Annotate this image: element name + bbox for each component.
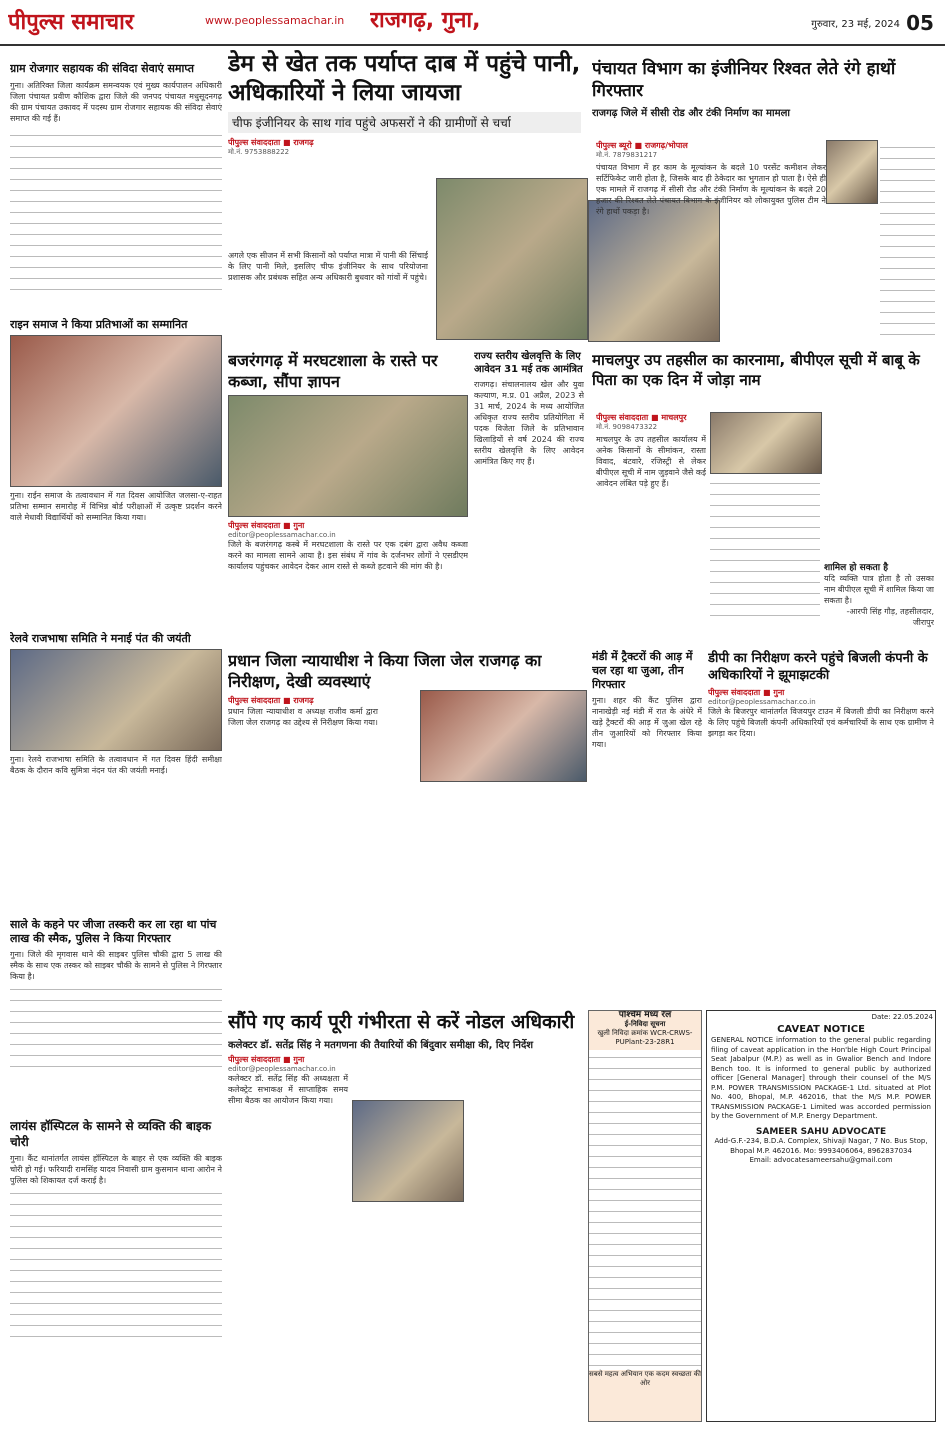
ad-subtitle: ई-निविदा सूचना [624,1020,666,1028]
story-headline[interactable]: माचलपुर उप तहसील का कारनामा, बीपीएल सूची में बाबू के पिता का एक दिन में जोड़ा नाम [592,351,920,389]
site-url[interactable]: www.peoplessamachar.in [205,14,345,27]
story-body: अगले एक सीजन में सभी किसानों को पर्याप्त मात्रा में पानी की सिंचाई के लिए पानी मिले, इसलिए चीफ इंजीनियर के साथ परियोजना प्रशासक और प्रबंधक सहित अन्य अधिकारी बुधवार को गांवों में पहुंचे। [228,251,428,282]
story-railway [10,632,222,912]
text-column [10,982,222,1072]
story-headline[interactable]: ग्राम रोजगार सहायक की संविदा सेवाएं समाप्त [10,62,195,75]
mobile-number: मो.नं. 9753888222 [228,148,290,156]
story-bpl [592,350,932,410]
event-photo [10,335,222,487]
story-body: गुना। जिले की मृगवास थाने की साइबर पुलिस चौकी द्वारा 5 लाख की स्मैक के साथ एक तस्कर को साइबर चौकी के सामने से पुलिस ने गिरफ्तार किया है। [10,950,222,981]
story-body: जिले के बिजरपुर थानांतर्गत विजयपुर टाउन में बिजली डीपी का निरीक्षण करने के लिए पहुंचे बिजली कंपनी अधिकारियों एवं कर्मचारियों के साथ एक ग्रामीण ने झगड़ा कर दिया। [708,707,934,738]
byline: पीपुल्स संवाददाता ■ गुना [228,521,305,530]
accused-photo [826,140,878,204]
story-body: गुना। राईन समाज के तत्वावधान में गत दिवस आयोजित जलसा-ए-राहत प्रतिभा सम्मान समारोह में विभिन्न बोर्ड परीक्षाओं में उत्कृष्ट प्रदर्शन करने वाले मेधावी विद्यार्थियों को सम्मानित किया गया। [10,491,222,522]
region-title: राजगढ़, गुना, [370,8,481,33]
story-body: प्रधान जिला न्यायाधीश व अध्यक्ष राजीव कर्मा द्वारा जिला जेल राजगढ़ का उद्देश्य से निरीक्षण किया गया। [228,707,378,727]
masthead [0,0,945,46]
story-body: गुना। शहर की कैंट पुलिस द्वारा नानाखेड़ी नई मंडी में रात के अंधेरे में खड़े ट्रैक्टरों की आड़ में जुआ खेल रहे तीन जुआरियों को गिरफ्तार किया गया। [592,696,702,749]
story-headline[interactable]: प्रधान जिला न्यायाधीश ने किया जिला जेल राजगढ़ का निरीक्षण, देखी व्यवस्थाएं [228,651,542,691]
story-headline[interactable]: डीपी का निरीक्षण करने पहुंचे बिजली कंपनी के अधिकारियों ने झूमाझटकी [708,651,928,683]
story-subheadline: चीफ इंजीनियर के साथ गांव पहुंचे अफसरों ने की ग्रामीणों से चर्चा [228,112,581,133]
story-nodal [228,1010,583,1420]
text-column [10,128,222,298]
story-headline[interactable]: साले के कहने पर जीजा तस्करी कर ला रहा था पांच लाख की स्मैक, पुलिस ने किया गिरफ्तार [10,918,217,945]
story-headline[interactable]: रेलवे राजभाषा समिति ने मनाई पंत की जयंती [10,632,191,645]
story-headline[interactable]: सौंपे गए कार्य पूरी गंभीरता से करें नोडल अधिकारी [228,1011,575,1033]
story-subheadline: राजगढ़ जिले में सीसी रोड और टंकी निर्माण का मामला [592,108,790,119]
story-body: पंचायत विभाग में हर काम के मूल्यांकन के बदले 10 परसेंट कमीशन लेकर सर्टिफिकेट जारी होता है, जिसके बाद ही ठेकेदार का भुगतान हो पाता है। ऐसे ही एक मामले में राजगढ़ में सीसी रोड और टंकी निर्माण के मूल्यांकन के बदले 20 हजार की रिश्वत लेते पंचायत विभाग के इंजीनियर को लोकायुक्त पुलिस टीम ने रंगे हाथों पकड़ा है। [596,163,826,216]
quote-by: -आरपी सिंह गौड़, तहसीलदार, जीरापुर [846,607,934,627]
meeting-photo [352,1100,464,1202]
story-bpl-body [596,412,706,592]
story-body: जिले के बजरंगगढ़ कस्बे में मरघटशाला के रास्ते पर एक दबंग द्वारा अवैध कब्जा करने का मामला सामने आया है। इस संबंध में गांव के दर्जनभर लोगों ने एसडीएम कार्यालय पहुंचकर आवेदन देकर आम रास्ते से कब्जे हटवाने की मांग की है। [228,540,468,571]
story-headline[interactable]: राइन समाज ने किया प्रतिभाओं का सम्मानित [10,318,188,331]
story-body: कलेक्टर डॉ. सतेंद्र सिंह की अध्यक्षता में कलेक्ट्रेट सभाकक्ष में साप्ताहिक समय सीमा बैठक का आयोजन किया गया। [228,1074,348,1105]
story-headline[interactable]: लायंस हॉस्पिटल के सामने से व्यक्ति की बाइक चोरी [10,1119,212,1149]
email[interactable]: editor@peoplessamachar.co.in [228,531,336,539]
mobile-number: मो.नं. 9098473322 [596,423,658,431]
protest-photo [228,395,468,517]
quote-box [824,560,934,640]
byline: पीपुल्स संवाददाता ■ माचलपुर [596,413,687,422]
email[interactable]: editor@peoplessamachar.co.in [228,1065,336,1073]
story-electricity [708,650,934,920]
story-body: गुना। रेलवे राजभाषा समिति के तत्वावधान में गत दिवस हिंदी समीक्षा बैठक के दौरान कवि सुमित्रा नंदन पंत की जयंती मनाई। [10,755,222,775]
story-body: गुना। अतिरिक्त जिला कार्यक्रम समन्वयक एवं मुख्य कार्यपालन अधिकारी जिला पंचायत प्रवीण कौशिक द्वारा जिले की जनपद पंचायत मधुसूदनगढ़ की ग्राम पंचायत उकावद में पदस्थ ग्राम रोजगार सहायक की संविदा सेवाएं समाप्त की गई हैं। [10,81,222,123]
caveat-notice [706,1010,936,1422]
dam-photo [436,178,588,340]
ad-body [589,1050,701,1370]
ad-ref: खुली निविदा क्रमांक WCR-CRWS-PUPlant-23-28R1 [597,1029,693,1046]
text-column [880,140,935,340]
text-column [10,1186,222,1346]
story-engineer [592,58,932,138]
page-number: 05 [906,11,934,35]
issue-date: गुरुवार, 23 मई, 2024 [811,19,900,30]
caveat-sign: SAMEER SAHU ADVOCATE [755,1126,887,1137]
text-column [710,476,820,626]
byline: पीपुल्स संवाददाता ■ गुना [708,688,785,697]
story-body: राजगढ़। संचालनालय खेल और युवा कल्याण, म.प्र. 01 अप्रैल, 2023 से 31 मार्च, 2024 के मध्य आयोजित अधिकृत राज्य स्तरीय प्रतियोगिता में पदक विजेता जिले के प्रतिभावान खिलाड़ियों से वर्ष 2024 की राज्य स्तरीय खेलवृत्ति के लिए आवेदन आमंत्रित किए गए हैं। [474,380,584,466]
email[interactable]: editor@peoplessamachar.co.in [708,698,816,706]
brand-name: पीपुल्स समाचार [8,10,134,35]
story-engineer-body [596,140,826,340]
caveat-date: Date: 22.05.2024 [871,1013,933,1021]
byline: पीपुल्स संवाददाता ■ राजगढ़ [228,696,314,705]
story-headline[interactable]: मंडी में ट्रैक्टरों की आड़ में चल रहा था जुआ, तीन गिरफ्तार [592,650,693,691]
story-subheadline: कलेक्टर डॉ. सतेंद्र सिंह ने मतगणना की तैयारियों की बिंदुवार समीक्षा की, दिए निर्देश [228,1040,534,1051]
story-body: गुना। कैंट थानांतर्गत लायंस हॉस्पिटल के बाहर से एक व्यक्ति की बाइक चोरी हो गई। फरियादी रामसिंह यादव निवासी ग्राम कुसमान थाना आरोन ने पुलिस को शिकायत दर्ज कराई है। [10,1154,222,1185]
story-bajrangarh [228,350,468,640]
ad-footer: सबसे महत्व अभियान एक कदम स्वच्छता की ओर [589,1370,701,1387]
mobile-number: मो.नं. 7879831217 [596,151,658,159]
story-body: माचलपुर के उप तहसील कार्यालय में अनेक किसानों के सीमांकन, रास्ता विवाद, बंटवारे, रजिस्ट्री से लेकर बीपीएल सूची में नाम जुड़वाने जैसे कई आवेदन लंबित पड़े हुए हैं। [596,435,706,488]
story-sports [474,350,584,640]
brand-logo[interactable] [8,6,208,40]
office-photo [710,412,822,474]
caveat-address: Add-G.F.-234, B.D.A. Complex, Shivaji Nagar, 7 No. Bus Stop, Bhopal M.P. 462016. Mo: 9993406064, 8962837034 [714,1137,928,1155]
meeting-photo [10,649,222,751]
story-gambling [592,650,702,920]
story-rojgar [10,62,222,312]
story-smack [10,918,222,1108]
quote-title: शामिल हो सकता है [824,563,889,573]
story-headline[interactable]: बजरंगगढ़ में मरघटशाला के रास्ते पर कब्जा, सौंपा ज्ञापन [228,351,438,391]
caveat-email[interactable]: Email: advocatesameersahu@gmail.com [749,1156,893,1164]
story-bike [10,1118,222,1418]
railway-tender-ad[interactable] [588,1010,702,1422]
quote-text: यदि व्यक्ति पात्र होता है तो उसका नाम बीपीएल सूची में शामिल किया जा सकता है। [824,574,934,605]
story-headline[interactable]: डेम से खेत तक पर्याप्त दाब में पहुंचे पानी, अधिकारियों ने लिया जायजा [228,51,581,106]
story-headline[interactable]: राज्य स्तरीय खेलवृत्ति के लिए आवेदन 31 मई तक आमंत्रित [474,351,583,375]
byline: पीपुल्स ब्यूरो ■ राजगढ़/भोपाल [596,141,688,150]
jail-photo [420,690,587,782]
ad-title: पश्चिम मध्य रेल [618,1010,672,1020]
caveat-title: CAVEAT NOTICE [777,1023,865,1035]
byline: पीपुल्स संवाददाता ■ गुना [228,1055,305,1064]
byline: पीपुल्स संवाददाता ■ राजगढ़ [228,138,314,147]
caveat-body: GENERAL NOTICE information to the general public regarding filing of caveat application in the Hon'ble High Court Principal Seat Jabalpur (M.P.) as well as in Gwalior Bench and Indore Bench too. It is informed to general public by authorized officer [General Manager] through their counsel of the M/S P.M. POWER TRANSMISSION PACKAGE-1 Ltd. situated at Plot No. 400, Bhopal, M.P. 462016, that the M/S M.P. POWER TRANSMISSION PACKAGE-1 Limited was accorded permission by the Government of M.P. Energy Department. [711,1036,931,1120]
story-headline[interactable]: पंचायत विभाग का इंजीनियर रिश्वत लेते रंगे हाथों गिरफ्तार [592,59,896,101]
story-raine [10,318,222,628]
